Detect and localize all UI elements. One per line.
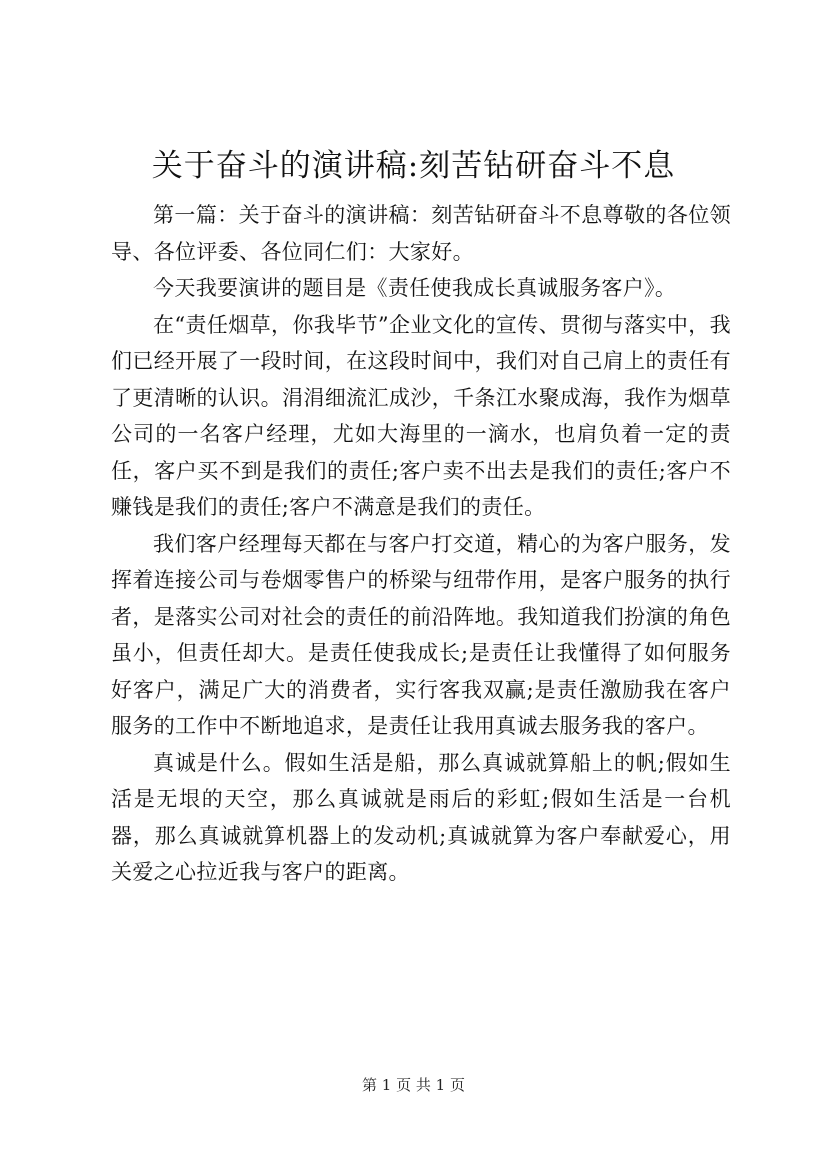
document-body <box>111 197 731 891</box>
paragraph-2: 今天我要演讲的题目是《责任使我成长真诚服务客户》。 <box>153 276 677 300</box>
paragraph-5: 真诚是什么。假如生活是船，那么真诚就算船上的帆;假如生活是无垠的天空，那么真诚就是雨后的彩虹;假如生活是一台机器，那么真诚就算机器上的发动机;真诚就算为客户奉献爱心，用关爱之心拉近我与客户的距离。 <box>111 750 731 884</box>
paragraph-3: 在“责任烟草，你我毕节”企业文化的宣传、贯彻与落实中，我们已经开展了一段时间，在这段时间中，我们对自己肩上的责任有了更清晰的认识。涓涓细流汇成沙，千条江水聚成海，我作为烟草公司的一名客户经理，尤如大海里的一滴水，也肩负着一定的责任，客户买不到是我们的责任;客户卖不出去是我们的责任;客户不赚钱是我们的责任;客户不满意是我们的责任。 <box>111 312 731 519</box>
document-title: 关于奋斗的演讲稿:刻苦钻研奋斗不息 <box>151 148 676 184</box>
paragraph-1: 第一篇：关于奋斗的演讲稿：刻苦钻研奋斗不息尊敬的各位领导、各位评委、各位同仁们：大家好。 <box>111 203 731 264</box>
page-footer: 第 1 页 共 1 页 <box>362 1076 465 1094</box>
paragraph-4: 我们客户经理每天都在与客户打交道，精心的为客户服务，发挥着连接公司与卷烟零售户的桥梁与纽带作用，是客户服务的执行者，是落实公司对社会的责任的前沿阵地。我知道我们扮演的角色虽小，但责任却大。是责任使我成长;是责任让我懂得了如何服务好客户，满足广大的消费者，实行客我双赢;是责任激励我在客户服务的工作中不断地追求，是责任让我用真诚去服务我的客户。 <box>111 531 731 738</box>
